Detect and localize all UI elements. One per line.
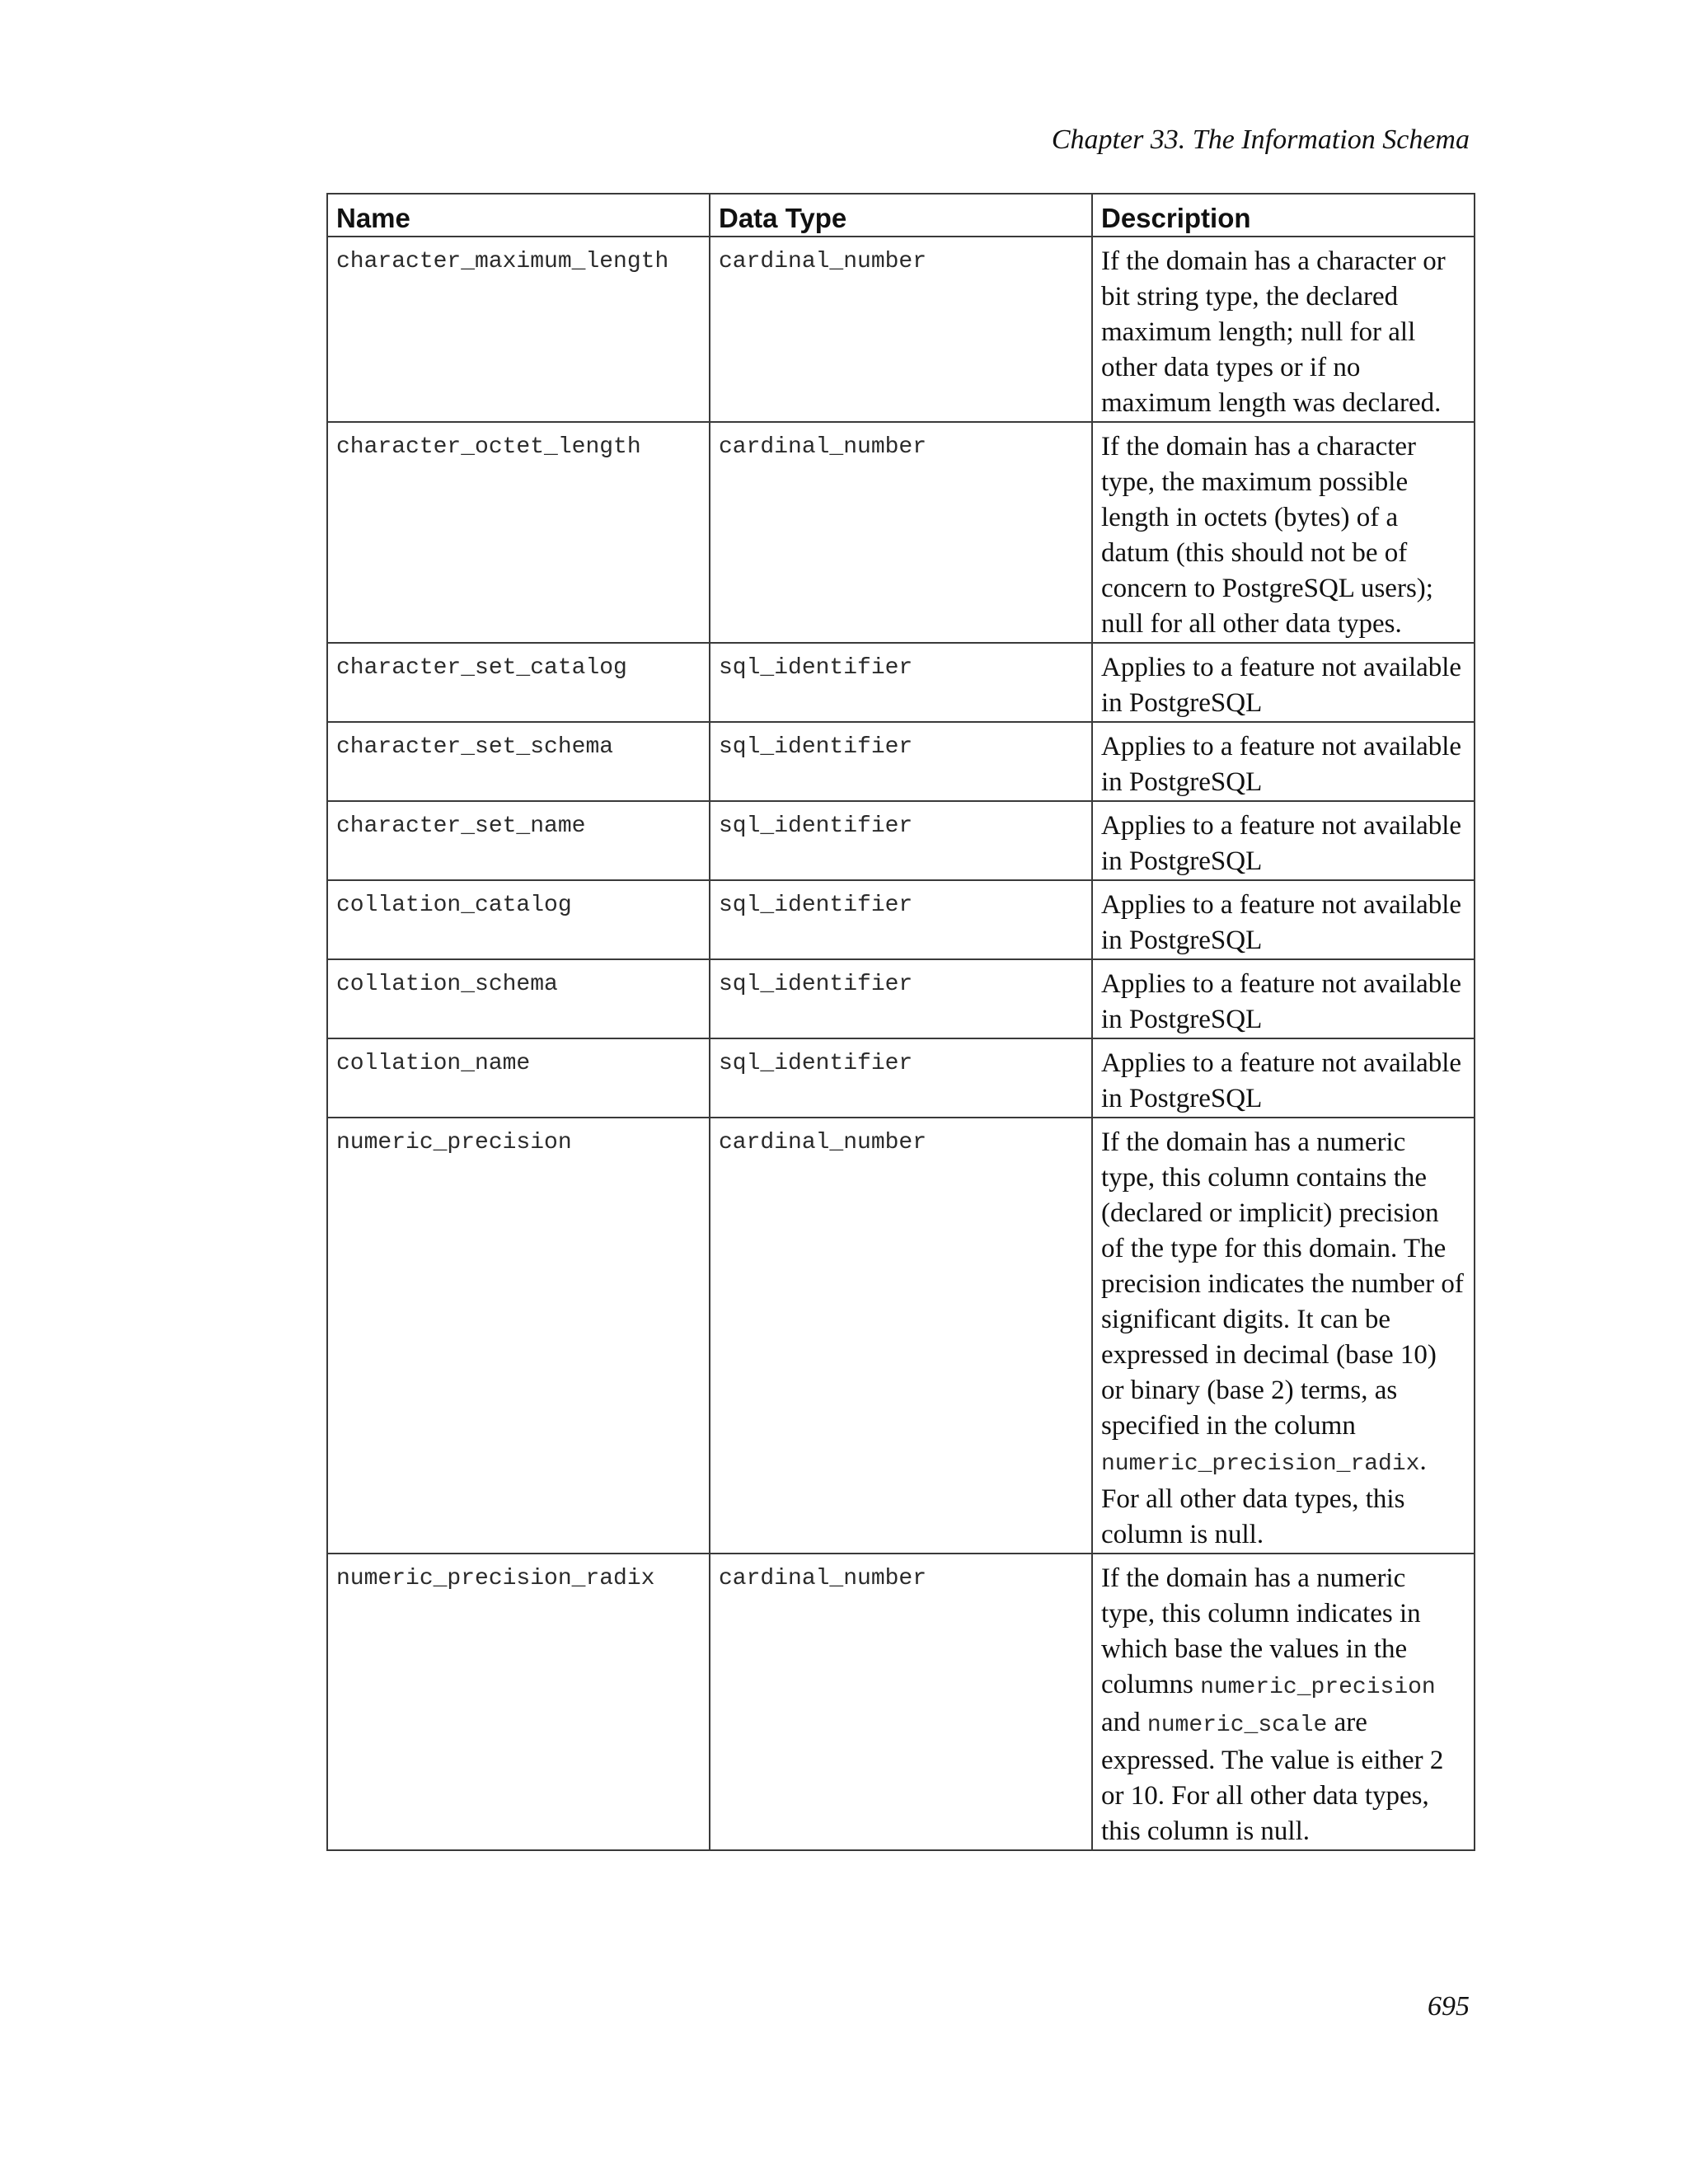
column-header-description: Description: [1092, 194, 1475, 237]
cell-name: numeric_precision: [327, 1118, 710, 1554]
column-header-name: Name: [327, 194, 710, 237]
inline-code: numeric_scale: [1146, 1713, 1328, 1738]
cell-name: numeric_precision_radix: [327, 1554, 710, 1850]
cell-description: [1092, 801, 1475, 880]
table-header-row: [327, 194, 1475, 237]
table-row: [327, 722, 1475, 801]
description-text: and: [1101, 1708, 1147, 1737]
cell-data-type: sql_identifier: [710, 801, 1092, 880]
cell-description: [1092, 1118, 1475, 1554]
description-text: Applies to a feature not available in PostgreSQL: [1101, 969, 1462, 1034]
inline-code: numeric_precision: [1200, 1675, 1436, 1700]
cell-name: character_octet_length: [327, 422, 710, 643]
table-row: [327, 801, 1475, 880]
column-header-data-type: Data Type: [710, 194, 1092, 237]
cell-data-type: sql_identifier: [710, 722, 1092, 801]
cell-name: character_set_schema: [327, 722, 710, 801]
description-text: . For all other data types, this column is null.: [1101, 1446, 1427, 1549]
inline-code: numeric_precision_radix: [1101, 1451, 1420, 1477]
description-text: Applies to a feature not available in PostgreSQL: [1101, 653, 1462, 718]
description-text: Applies to a feature not available in PostgreSQL: [1101, 890, 1462, 955]
table-row: [327, 880, 1475, 959]
cell-name: character_set_catalog: [327, 643, 710, 722]
cell-data-type: cardinal_number: [710, 237, 1092, 422]
table-row: [327, 237, 1475, 422]
cell-name: collation_name: [327, 1038, 710, 1118]
description-text: Applies to a feature not available in PostgreSQL: [1101, 1048, 1462, 1113]
table-row: [327, 643, 1475, 722]
cell-data-type: cardinal_number: [710, 1554, 1092, 1850]
description-text: Applies to a feature not available in PostgreSQL: [1101, 732, 1462, 797]
cell-description: [1092, 422, 1475, 643]
table-row: [327, 1038, 1475, 1118]
cell-description: [1092, 959, 1475, 1038]
cell-data-type: sql_identifier: [710, 643, 1092, 722]
table-row: [327, 1118, 1475, 1554]
table-row: [327, 959, 1475, 1038]
cell-description: [1092, 880, 1475, 959]
cell-name: collation_catalog: [327, 880, 710, 959]
cell-name: character_maximum_length: [327, 237, 710, 422]
domain-attributes-table: [326, 193, 1475, 1851]
cell-description: [1092, 1554, 1475, 1850]
cell-description: [1092, 643, 1475, 722]
running-header: Chapter 33. The Information Schema: [1051, 124, 1470, 155]
cell-data-type: cardinal_number: [710, 1118, 1092, 1554]
cell-name: collation_schema: [327, 959, 710, 1038]
cell-data-type: sql_identifier: [710, 880, 1092, 959]
description-text: If the domain has a character type, the maximum possible length in octets (bytes) of a datum (this should not be of concern to PostgreSQL users); null for all other data types.: [1101, 432, 1433, 639]
cell-description: [1092, 722, 1475, 801]
table-row: [327, 422, 1475, 643]
cell-name: character_set_name: [327, 801, 710, 880]
description-text: Applies to a feature not available in PostgreSQL: [1101, 811, 1462, 876]
description-text: are expressed. The value is either 2 or 10. For all other data types, this column is null.: [1101, 1708, 1444, 1846]
description-text: If the domain has a numeric type, this column indicates in which base the values in the columns: [1101, 1563, 1421, 1699]
description-text: If the domain has a character or bit string type, the declared maximum length; null for all other data types or if no maximum length was declared.: [1101, 246, 1446, 418]
table-row: [327, 1554, 1475, 1850]
page-number: 695: [1428, 1991, 1470, 2022]
cell-description: [1092, 1038, 1475, 1118]
cell-data-type: cardinal_number: [710, 422, 1092, 643]
description-text: If the domain has a numeric type, this column contains the (declared or implicit) precision of the type for this domain. The precision indicates the number of significant digits. It can be expressed in decimal (base 10) or binary (base 2) terms, as specified in the column: [1101, 1127, 1464, 1441]
cell-description: [1092, 237, 1475, 422]
cell-data-type: sql_identifier: [710, 1038, 1092, 1118]
cell-data-type: sql_identifier: [710, 959, 1092, 1038]
